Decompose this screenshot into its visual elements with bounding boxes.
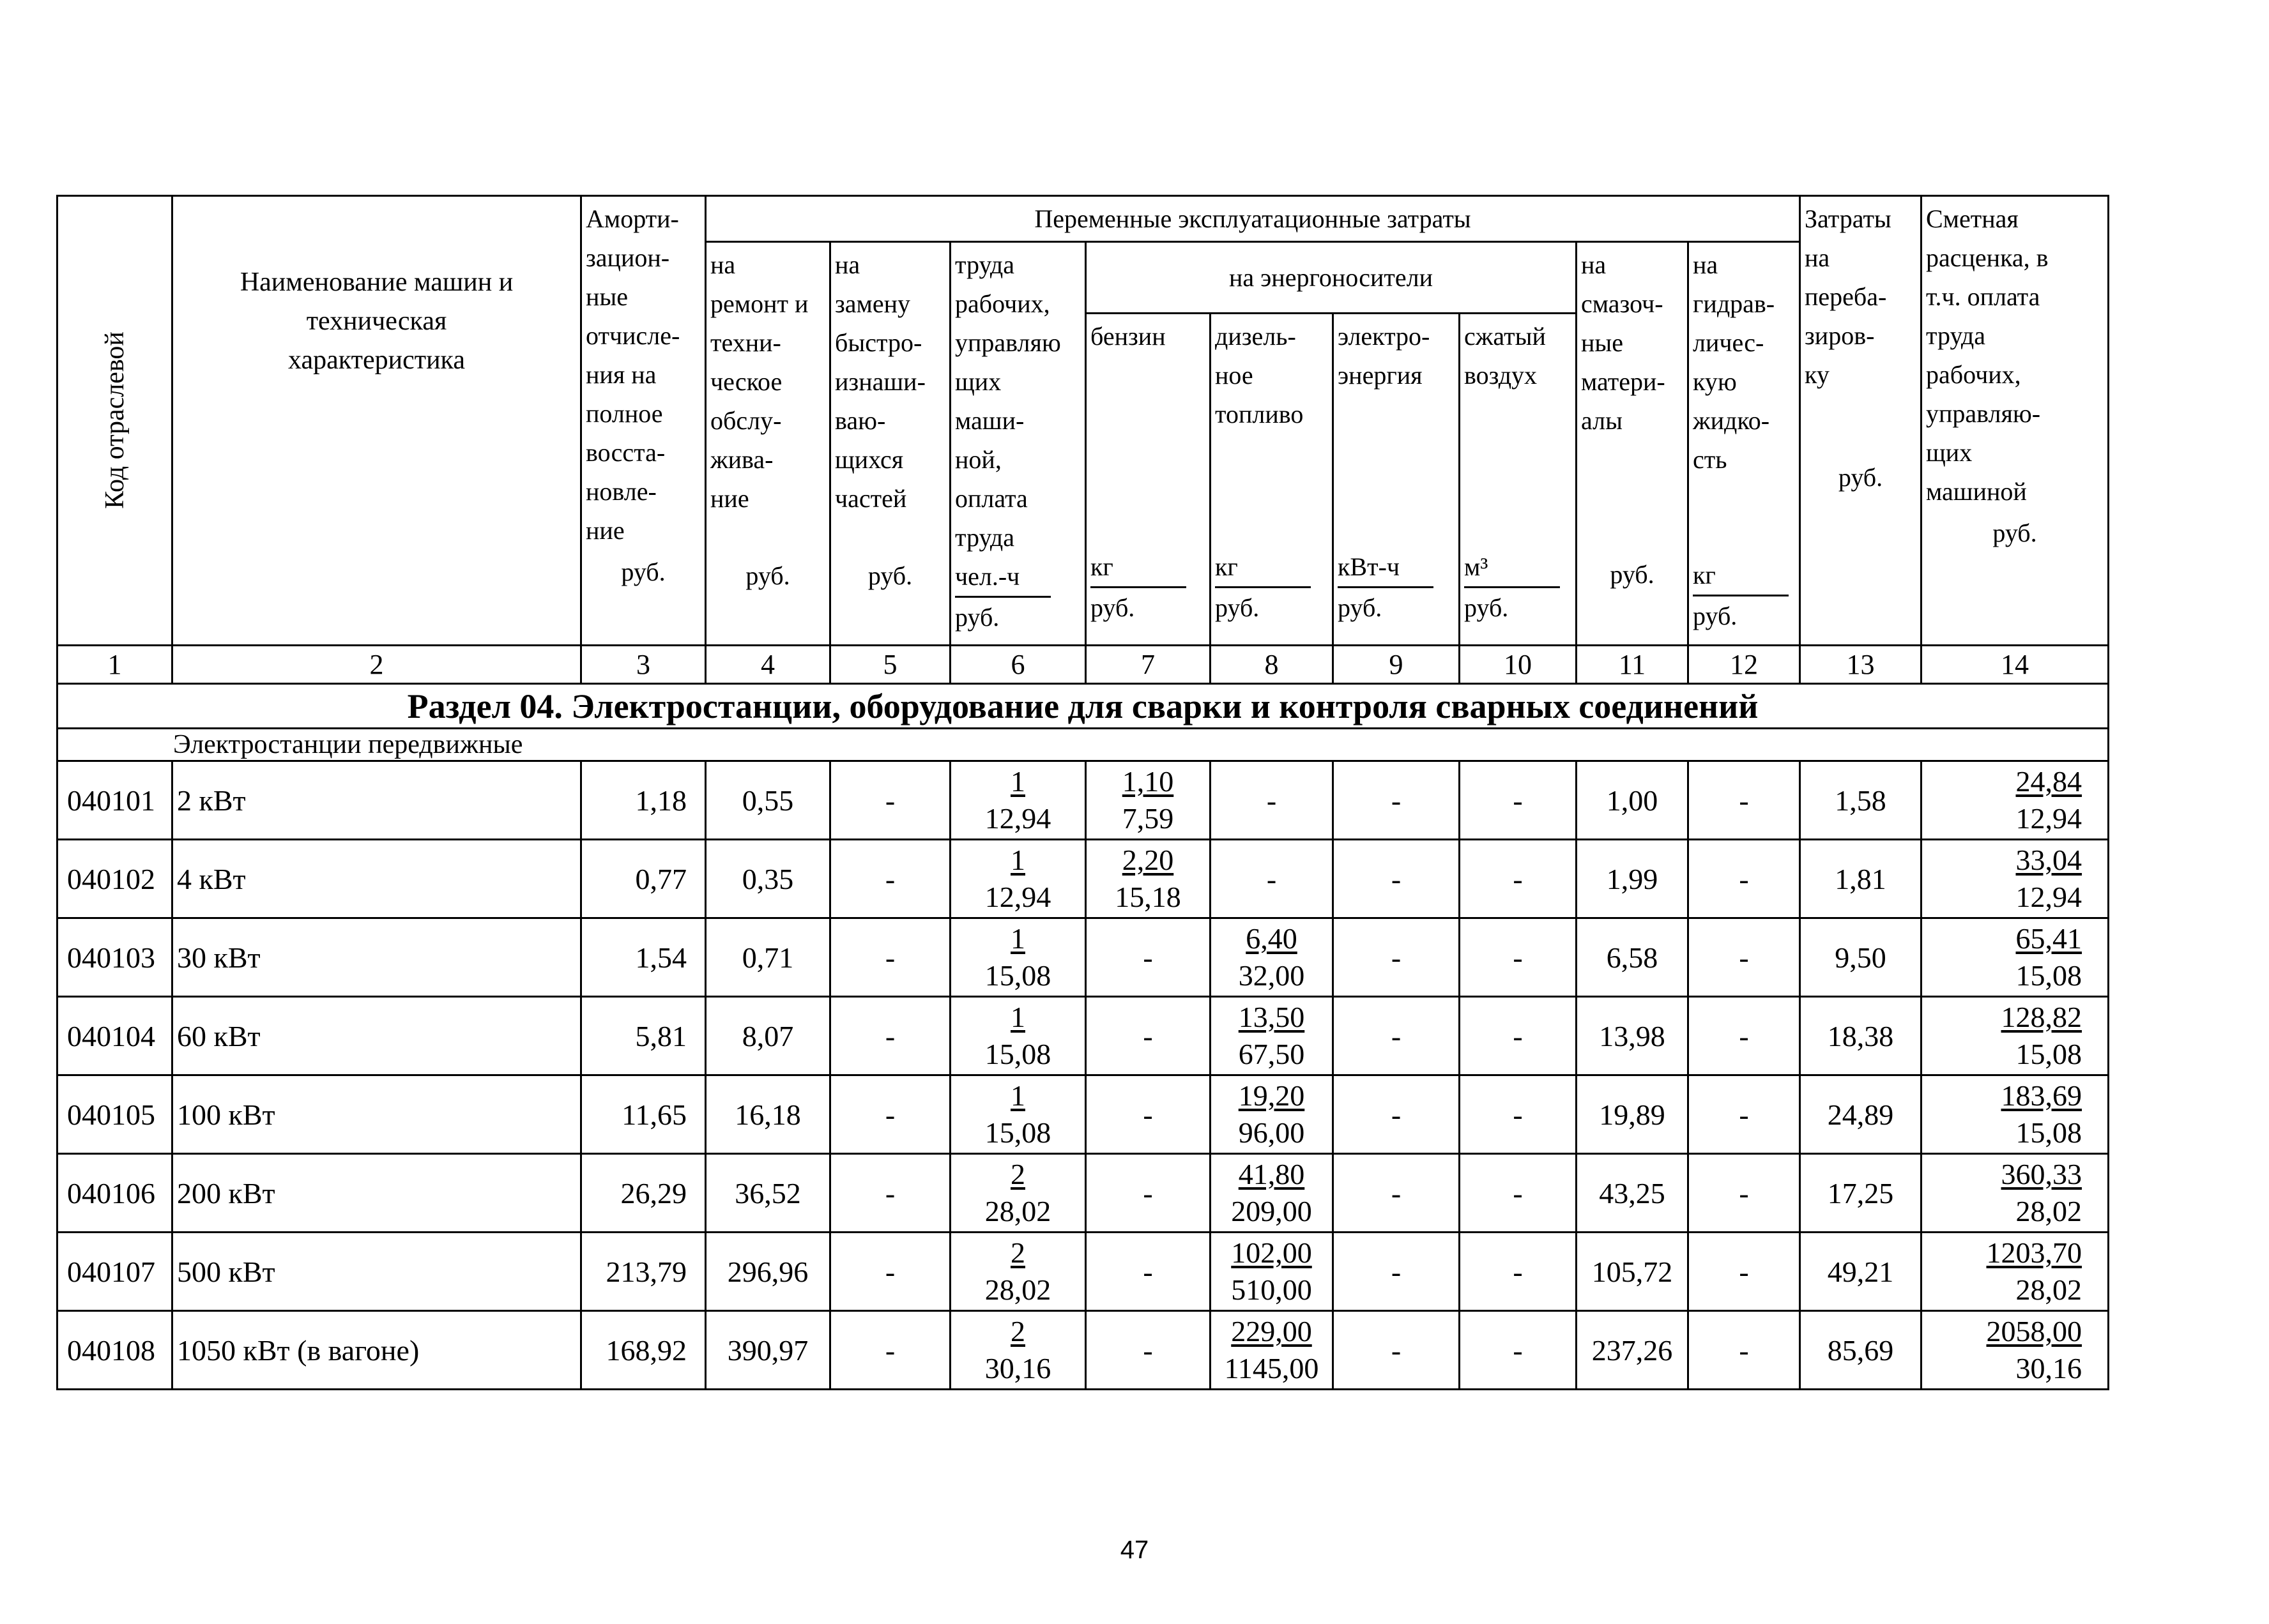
row-lubricants: 6,58 bbox=[1577, 918, 1688, 997]
column-number-row bbox=[57, 646, 2109, 684]
row-name: 30 кВт bbox=[172, 918, 581, 997]
column-number: 13 bbox=[1800, 646, 1921, 684]
row-diesel-top: 41,80 bbox=[1238, 1158, 1305, 1190]
row-petrol: - bbox=[1086, 1154, 1211, 1233]
header-repair-cell bbox=[706, 242, 830, 646]
row-diesel bbox=[1211, 1075, 1333, 1154]
row-rate-top: 360,33 bbox=[2001, 1158, 2082, 1190]
row-rebasing: 18,38 bbox=[1800, 997, 1921, 1075]
row-electricity: - bbox=[1333, 1154, 1460, 1233]
header-parts-unit: руб. bbox=[867, 561, 913, 590]
row-amortization: 168,92 bbox=[581, 1311, 706, 1390]
row-diesel-bottom: 510,00 bbox=[1231, 1273, 1312, 1306]
row-air: - bbox=[1460, 997, 1577, 1075]
row-air: - bbox=[1460, 918, 1577, 997]
header-petrol-label: бензин bbox=[1090, 322, 1166, 351]
header-amort-label: Аморти- зацион- ные отчисле- ния на полное восста- новле- ние bbox=[586, 204, 680, 545]
row-diesel-top: 6,40 bbox=[1246, 922, 1297, 955]
row-rate bbox=[1921, 997, 2109, 1075]
header-rate-unit: руб. bbox=[1992, 519, 2037, 547]
table-row bbox=[57, 761, 2109, 840]
row-diesel-top: 19,20 bbox=[1238, 1079, 1305, 1112]
row-hydraulic: - bbox=[1688, 1075, 1800, 1154]
header-lubricants-cell bbox=[1577, 242, 1688, 646]
header-hydraulic-unit-bottom: руб. bbox=[1693, 602, 1738, 630]
row-labor-bottom: 15,08 bbox=[984, 1116, 1051, 1149]
row-parts: - bbox=[830, 1233, 951, 1311]
row-labor-bottom: 28,02 bbox=[984, 1195, 1051, 1227]
header-amort-cell bbox=[581, 196, 706, 646]
row-hydraulic: - bbox=[1688, 997, 1800, 1075]
row-labor-bottom: 12,94 bbox=[984, 802, 1051, 835]
row-diesel-bottom: 32,00 bbox=[1238, 959, 1305, 992]
row-code: 040103 bbox=[57, 918, 172, 997]
header-repair-unit: руб. bbox=[745, 561, 790, 590]
row-rate-top: 33,04 bbox=[2015, 844, 2082, 876]
header-energy-label: на энергоносители bbox=[1228, 263, 1433, 292]
row-rebasing: 49,21 bbox=[1800, 1233, 1921, 1311]
row-amortization: 0,77 bbox=[581, 840, 706, 918]
row-amortization: 1,18 bbox=[581, 761, 706, 840]
row-lubricants: 1,99 bbox=[1577, 840, 1688, 918]
row-parts: - bbox=[830, 1075, 951, 1154]
row-amortization: 5,81 bbox=[581, 997, 706, 1075]
row-petrol bbox=[1086, 840, 1211, 918]
row-amortization: 11,65 bbox=[581, 1075, 706, 1154]
row-labor bbox=[951, 997, 1086, 1075]
page-number: 47 bbox=[1120, 1536, 1149, 1564]
row-rate-top: 2058,00 bbox=[1986, 1315, 2082, 1347]
row-diesel-bottom: 67,50 bbox=[1238, 1038, 1305, 1070]
row-hydraulic: - bbox=[1688, 1311, 1800, 1390]
row-rate-bottom: 12,94 bbox=[2015, 881, 2082, 913]
header-parts-cell bbox=[830, 242, 951, 646]
row-labor-top: 1 bbox=[1011, 765, 1025, 798]
row-labor-bottom: 15,08 bbox=[984, 1038, 1051, 1070]
row-amortization: 213,79 bbox=[581, 1233, 706, 1311]
row-rate-bottom: 15,08 bbox=[2015, 1116, 2082, 1149]
row-parts: - bbox=[830, 1311, 951, 1390]
header-rate-label: Сметная расценка, в т.ч. оплата труда рабочих, управляю- щих машиной bbox=[1926, 204, 2049, 506]
header-air-cell bbox=[1460, 314, 1577, 646]
row-labor bbox=[951, 1075, 1086, 1154]
row-petrol-top: 2,20 bbox=[1122, 844, 1174, 876]
row-air: - bbox=[1460, 1233, 1577, 1311]
row-lubricants: 105,72 bbox=[1577, 1233, 1688, 1311]
row-name: 200 кВт bbox=[172, 1154, 581, 1233]
header-code-cell bbox=[57, 196, 172, 646]
header-rebasing-label: Затраты на переба- зиров- ку bbox=[1805, 204, 1891, 389]
row-petrol: - bbox=[1086, 918, 1211, 997]
row-diesel-top: 229,00 bbox=[1231, 1315, 1312, 1347]
row-rate-bottom: 28,02 bbox=[2015, 1273, 2082, 1306]
table-row bbox=[57, 997, 2109, 1075]
row-parts: - bbox=[830, 997, 951, 1075]
row-petrol-bottom: 15,18 bbox=[1115, 881, 1181, 913]
row-amortization: 1,54 bbox=[581, 918, 706, 997]
header-labor-unit-top: чел.-ч bbox=[955, 557, 1051, 598]
row-petrol-top: 1,10 bbox=[1122, 765, 1174, 798]
row-electricity: - bbox=[1333, 1075, 1460, 1154]
row-hydraulic: - bbox=[1688, 918, 1800, 997]
table-row bbox=[57, 1075, 2109, 1154]
row-labor bbox=[951, 1311, 1086, 1390]
header-name-label: Наименование машин и техническая характеристика bbox=[240, 268, 514, 375]
column-number: 5 bbox=[830, 646, 951, 684]
row-rebasing: 17,25 bbox=[1800, 1154, 1921, 1233]
row-lubricants: 19,89 bbox=[1577, 1075, 1688, 1154]
row-electricity: - bbox=[1333, 1233, 1460, 1311]
row-rate-bottom: 15,08 bbox=[2015, 959, 2082, 992]
row-air: - bbox=[1460, 1154, 1577, 1233]
row-repair: 36,52 bbox=[706, 1154, 830, 1233]
row-rate-top: 183,69 bbox=[2001, 1079, 2082, 1112]
row-electricity: - bbox=[1333, 840, 1460, 918]
row-repair: 390,97 bbox=[706, 1311, 830, 1390]
row-rate bbox=[1921, 1233, 2109, 1311]
row-air: - bbox=[1460, 1311, 1577, 1390]
data-rows bbox=[57, 761, 2109, 1390]
row-hydraulic: - bbox=[1688, 840, 1800, 918]
section-title: Раздел 04. Электростанции, оборудование для сварки и контроля сварных соединений bbox=[57, 684, 2109, 729]
row-rate-bottom: 15,08 bbox=[2015, 1038, 2082, 1070]
row-labor-bottom: 12,94 bbox=[984, 881, 1051, 913]
header-petrol-unit-top: кг bbox=[1090, 547, 1186, 588]
row-labor-top: 2 bbox=[1011, 1315, 1025, 1347]
row-repair: 16,18 bbox=[706, 1075, 830, 1154]
row-diesel bbox=[1211, 918, 1333, 997]
row-repair: 0,55 bbox=[706, 761, 830, 840]
header-electricity-unit-top: кВт-ч bbox=[1338, 547, 1433, 588]
row-code: 040107 bbox=[57, 1233, 172, 1311]
column-number: 14 bbox=[1921, 646, 2109, 684]
row-rate bbox=[1921, 1075, 2109, 1154]
row-diesel: - bbox=[1211, 840, 1333, 918]
header-petrol-unit-bottom: руб. bbox=[1090, 593, 1135, 622]
row-petrol: - bbox=[1086, 1311, 1211, 1390]
column-number: 10 bbox=[1460, 646, 1577, 684]
header-diesel-cell bbox=[1211, 314, 1333, 646]
row-diesel-top: 102,00 bbox=[1231, 1236, 1312, 1269]
column-number: 3 bbox=[581, 646, 706, 684]
header-electricity-label: электро- энергия bbox=[1338, 322, 1430, 390]
column-number: 11 bbox=[1577, 646, 1688, 684]
row-labor bbox=[951, 1154, 1086, 1233]
row-parts: - bbox=[830, 1154, 951, 1233]
column-number: 6 bbox=[951, 646, 1086, 684]
row-labor bbox=[951, 918, 1086, 997]
row-name: 100 кВт bbox=[172, 1075, 581, 1154]
row-labor-top: 1 bbox=[1011, 922, 1025, 955]
table-row bbox=[57, 918, 2109, 997]
row-petrol-bottom: 7,59 bbox=[1122, 802, 1174, 835]
row-electricity: - bbox=[1333, 761, 1460, 840]
row-rate bbox=[1921, 761, 2109, 840]
header-air-unit-top: м³ bbox=[1464, 547, 1560, 588]
row-rate bbox=[1921, 840, 2109, 918]
column-number: 9 bbox=[1333, 646, 1460, 684]
row-diesel-bottom: 209,00 bbox=[1231, 1195, 1312, 1227]
header-rebasing-unit: руб. bbox=[1838, 463, 1883, 492]
row-diesel bbox=[1211, 997, 1333, 1075]
row-labor-top: 2 bbox=[1011, 1236, 1025, 1269]
row-diesel: - bbox=[1211, 761, 1333, 840]
row-labor bbox=[951, 840, 1086, 918]
row-labor-top: 2 bbox=[1011, 1158, 1025, 1190]
row-labor-bottom: 30,16 bbox=[984, 1352, 1051, 1385]
row-diesel-top: 13,50 bbox=[1238, 1001, 1305, 1033]
row-repair: 0,71 bbox=[706, 918, 830, 997]
row-labor-bottom: 28,02 bbox=[984, 1273, 1051, 1306]
row-labor-top: 1 bbox=[1011, 1079, 1025, 1112]
row-name: 1050 кВт (в вагоне) bbox=[172, 1311, 581, 1390]
column-number: 1 bbox=[57, 646, 172, 684]
row-lubricants: 13,98 bbox=[1577, 997, 1688, 1075]
row-petrol bbox=[1086, 761, 1211, 840]
rates-table bbox=[56, 195, 2109, 1390]
row-petrol: - bbox=[1086, 1075, 1211, 1154]
row-rate-top: 65,41 bbox=[2015, 922, 2082, 955]
header-amort-unit: руб. bbox=[621, 558, 666, 586]
row-parts: - bbox=[830, 761, 951, 840]
column-number: 12 bbox=[1688, 646, 1800, 684]
row-repair: 8,07 bbox=[706, 997, 830, 1075]
row-code: 040108 bbox=[57, 1311, 172, 1390]
header-diesel-unit-bottom: руб. bbox=[1215, 593, 1260, 622]
row-hydraulic: - bbox=[1688, 1154, 1800, 1233]
header-rate-cell bbox=[1921, 196, 2109, 646]
row-petrol: - bbox=[1086, 997, 1211, 1075]
row-name: 500 кВт bbox=[172, 1233, 581, 1311]
column-number: 4 bbox=[706, 646, 830, 684]
header-petrol-cell bbox=[1086, 314, 1211, 646]
row-rate-top: 1203,70 bbox=[1986, 1236, 2082, 1269]
row-air: - bbox=[1460, 1075, 1577, 1154]
header-lubricants-label: на смазоч- ные матери- алы bbox=[1581, 250, 1665, 435]
header-air-unit-bottom: руб. bbox=[1464, 593, 1509, 622]
row-lubricants: 237,26 bbox=[1577, 1311, 1688, 1390]
header-electricity-unit-bottom: руб. bbox=[1338, 593, 1382, 622]
header-air-label: сжатый воздух bbox=[1464, 322, 1546, 390]
row-code: 040105 bbox=[57, 1075, 172, 1154]
row-labor-bottom: 15,08 bbox=[984, 959, 1051, 992]
row-labor-top: 1 bbox=[1011, 844, 1025, 876]
row-labor-top: 1 bbox=[1011, 1001, 1025, 1033]
row-labor bbox=[951, 1233, 1086, 1311]
row-lubricants: 43,25 bbox=[1577, 1154, 1688, 1233]
row-hydraulic: - bbox=[1688, 761, 1800, 840]
table-row bbox=[57, 1311, 2109, 1390]
row-air: - bbox=[1460, 761, 1577, 840]
header-labor-label: труда рабочих, управляю щих маши- ной, оплата труда bbox=[955, 250, 1061, 552]
row-rebasing: 85,69 bbox=[1800, 1311, 1921, 1390]
row-repair: 0,35 bbox=[706, 840, 830, 918]
header-lubricants-unit: руб. bbox=[1610, 560, 1654, 589]
row-diesel bbox=[1211, 1233, 1333, 1311]
header-hydraulic-label: на гидрав- личес- кую жидко- сть bbox=[1693, 250, 1775, 474]
column-number: 7 bbox=[1086, 646, 1211, 684]
header-hydraulic-unit-top: кг bbox=[1693, 556, 1789, 596]
row-rebasing: 1,81 bbox=[1800, 840, 1921, 918]
row-name: 60 кВт bbox=[172, 997, 581, 1075]
table-row bbox=[57, 1233, 2109, 1311]
row-name: 4 кВт bbox=[172, 840, 581, 918]
row-hydraulic: - bbox=[1688, 1233, 1800, 1311]
row-lubricants: 1,00 bbox=[1577, 761, 1688, 840]
header-name-cell bbox=[172, 196, 581, 646]
header-energy-cell bbox=[1086, 242, 1577, 314]
row-petrol: - bbox=[1086, 1233, 1211, 1311]
row-code: 040102 bbox=[57, 840, 172, 918]
header-diesel-unit-top: кг bbox=[1215, 547, 1311, 588]
header-variable-label: Переменные эксплуатационные затраты bbox=[1034, 204, 1471, 233]
row-parts: - bbox=[830, 840, 951, 918]
row-rate bbox=[1921, 1154, 2109, 1233]
header-repair-label: на ремонт и техни- ческое обслу- жива- ние bbox=[710, 250, 809, 513]
row-rate-top: 24,84 bbox=[2015, 765, 2082, 798]
row-rate-top: 128,82 bbox=[2001, 1001, 2082, 1033]
row-name: 2 кВт bbox=[172, 761, 581, 840]
row-diesel bbox=[1211, 1311, 1333, 1390]
row-code: 040104 bbox=[57, 997, 172, 1075]
header-parts-label: на замену быстро- изнаши- ваю- щихся частей bbox=[835, 250, 926, 513]
row-electricity: - bbox=[1333, 918, 1460, 997]
row-labor bbox=[951, 761, 1086, 840]
row-code: 040106 bbox=[57, 1154, 172, 1233]
row-rate-bottom: 28,02 bbox=[2015, 1195, 2082, 1227]
table-row bbox=[57, 1154, 2109, 1233]
row-diesel bbox=[1211, 1154, 1333, 1233]
row-electricity: - bbox=[1333, 1311, 1460, 1390]
row-rate-bottom: 30,16 bbox=[2015, 1352, 2082, 1385]
row-repair: 296,96 bbox=[706, 1233, 830, 1311]
row-rate bbox=[1921, 1311, 2109, 1390]
column-number: 2 bbox=[172, 646, 581, 684]
row-diesel-bottom: 96,00 bbox=[1238, 1116, 1305, 1149]
header-rebasing-cell bbox=[1800, 196, 1921, 646]
row-electricity: - bbox=[1333, 997, 1460, 1075]
row-code: 040101 bbox=[57, 761, 172, 840]
row-rate bbox=[1921, 918, 2109, 997]
header-variable-costs bbox=[706, 196, 1800, 242]
header-diesel-label: дизель- ное топливо bbox=[1215, 322, 1304, 429]
row-air: - bbox=[1460, 840, 1577, 918]
row-rate-bottom: 12,94 bbox=[2015, 802, 2082, 835]
row-amortization: 26,29 bbox=[581, 1154, 706, 1233]
header-code-label: Код отраслевой bbox=[100, 331, 130, 509]
row-rebasing: 1,58 bbox=[1800, 761, 1921, 840]
header-labor-unit-bottom: руб. bbox=[955, 603, 1000, 632]
row-diesel-bottom: 1145,00 bbox=[1224, 1352, 1319, 1385]
header-labor-cell bbox=[951, 242, 1086, 646]
row-rebasing: 9,50 bbox=[1800, 918, 1921, 997]
subsection-title: Электростанции передвижные bbox=[57, 729, 2109, 761]
header-electricity-cell bbox=[1333, 314, 1460, 646]
row-parts: - bbox=[830, 918, 951, 997]
header-hydraulic-cell bbox=[1688, 242, 1800, 646]
row-rebasing: 24,89 bbox=[1800, 1075, 1921, 1154]
column-number: 8 bbox=[1211, 646, 1333, 684]
table-row bbox=[57, 840, 2109, 918]
